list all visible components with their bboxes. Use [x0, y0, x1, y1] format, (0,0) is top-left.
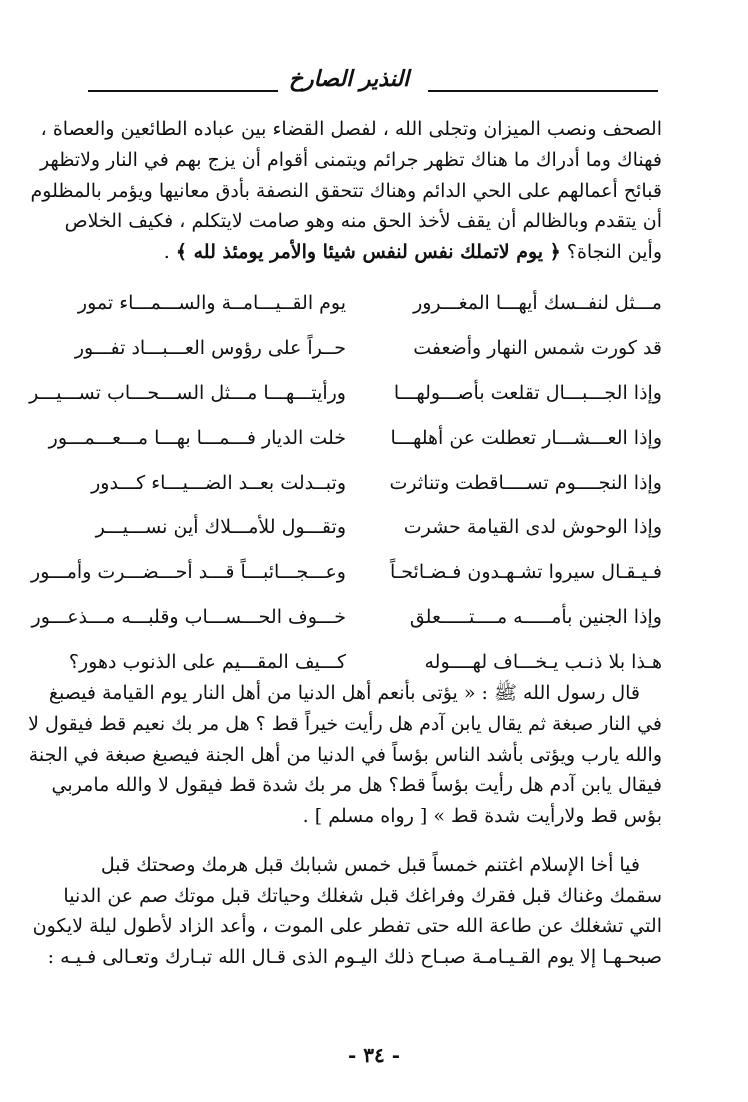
- text-line-with-quran: [70, 237, 662, 268]
- poem-verse: [31, 596, 662, 641]
- verse-first-hemistich: هـذا بلا ذنـب يـخـــاف لهــــوله: [424, 651, 662, 674]
- verse-second-hemistich: يوم القــيـــامــة والســـمـــاء تمور: [77, 292, 346, 314]
- verse-first-hemistich: فـيـقـال سيروا تشـهـدون فـضـائحـاً: [389, 561, 662, 584]
- verse-second-hemistich: ورأيتـــهـــا مـــثل الســـحـــاب تســـيـــر: [29, 381, 346, 404]
- verse-second-hemistich: حــراً على رؤوس العـــبـــاد تفـــور: [74, 336, 346, 359]
- paragraph-2-hadith: [28, 678, 662, 832]
- header-rule-right: [428, 90, 658, 92]
- paragraph-3: [32, 850, 662, 972]
- verse-first-hemistich: مـــثل لنفــسك أيهـــا المغـــرور: [413, 292, 662, 314]
- text-line: صبحـهـا إلا يوم القـيـامـة صبـاح ذلك اليـوم الذى قـال الله تبـارك وتعـالى فـيـه :: [47, 945, 662, 968]
- verse-first-hemistich: وإذا الجنين بأمـــــه مــــتـــــعلق: [409, 606, 662, 629]
- text-line: الصحف ونصب الميزان وتجلى الله ، لفصل القضاء بين عباده الطائعين والعصاة ،: [40, 118, 662, 140]
- verse-second-hemistich: خلت الديار فـــمـــا بهـــا مـــعـــمـــور: [48, 426, 346, 449]
- running-header-title: النذير الصارخ: [288, 66, 410, 92]
- text-line: فيا أخا الإسلام اغتنم خمساً قبل خمس شبابك قبل هرمك وصحتك قبل: [100, 854, 640, 876]
- poem-verse: [70, 327, 662, 372]
- text-line: بؤس قط ولارأيت شدة قط » [ رواه مسلم ] .: [302, 805, 662, 828]
- poem-verse: [70, 282, 662, 327]
- line-prefix: وأين النجاة؟: [566, 241, 662, 264]
- poem-verse: [70, 506, 662, 551]
- text-line: قبائح أعمالهم على الحي الدائم وهناك تتحقق النصفة بأدق معانيها ويؤمر بالمظلوم: [30, 179, 662, 202]
- poem-verse: [31, 551, 662, 596]
- quran-verse: ﴿ يوم لاتملك نفس لنفس شيئا والأمر يومئذ لله ﴾: [175, 241, 561, 264]
- text-line: قال رسول الله ﷺ : « يؤتى بأنعم أهل الدنيا من أهل النار يوم القيامة فيصبغ: [48, 682, 640, 704]
- poem-verse: [29, 372, 662, 417]
- verse-second-hemistich: خـــوف الحـــســـاب وقلبـــه مـــذعـــور: [31, 606, 346, 629]
- page-number: - ٣٤ -: [347, 1043, 400, 1067]
- text-line: التي تشغلك عن طاعة الله حتى تفطر على الموت ، وأعد الزاد لأطول ليلة لايكون: [32, 915, 662, 937]
- poem-verse: [70, 462, 662, 507]
- text-line: فيقال يابن آدم هل رأيت بؤساً قط؟ هل مر بك شدة قط فيقول لا والله مامربي: [51, 774, 662, 797]
- verse-second-hemistich: وتبــدلت بعــد الضـــيـــاء كـــدور: [91, 471, 346, 494]
- verse-first-hemistich: قد كورت شمس النهار وأضعفت: [413, 336, 662, 359]
- verse-first-hemistich: وإذا الجـــبـــال تقلعت بأصـــولهـــا: [393, 381, 662, 404]
- verse-first-hemistich: وإذا الوحوش لدى القيامة حشرت: [403, 516, 662, 539]
- text-line: سقمك وغناك قبل فقرك وفراغك قبل شغلك وحياتك قبل موتك صم عن الدنيا: [63, 884, 662, 907]
- text-line: أن يتقدم وبالظالم أن يقف لأخذ الحق منه وهو صامت لايتكلم ، فكيف الخلاص: [64, 210, 662, 233]
- poem: [29, 282, 662, 686]
- verse-first-hemistich: وإذا العـــشـــار تعطلت عن أهلهـــا: [390, 426, 662, 449]
- text-line: فهناك وما أدراك ما هناك تظهر جرائم ويتمنى أقوام أن يزج بهم في النار ولاتظهر: [39, 148, 662, 171]
- poem-verse: [48, 417, 662, 462]
- verse-second-hemistich: وتقـــول للأمـــلاك أين نســـيـــر: [95, 516, 346, 539]
- text-line: والله يارب ويؤتى بأشد الناس بؤساً في الدنيا من أهل الجنة فيصبغ صبغة في الجنة: [28, 743, 662, 766]
- text-line: في النار صبغة ثم يقال يابن آدم هل رأيت خيراً قط ؟ هل مر بك نعيم قط فيقول لا: [28, 712, 662, 735]
- verse-second-hemistich: كـــيف المقـــيم على الذنوب دهور؟: [68, 651, 346, 674]
- paragraph-1: [30, 114, 662, 268]
- header-rule-left: [88, 90, 278, 92]
- line-suffix: .: [163, 241, 176, 264]
- verse-first-hemistich: وإذا النجــــوم تســــاقطت وتناثرت: [389, 471, 662, 494]
- verse-second-hemistich: وعـــجـــائبـــاً قـــد أحـــضـــرت وأمـــور: [31, 561, 346, 584]
